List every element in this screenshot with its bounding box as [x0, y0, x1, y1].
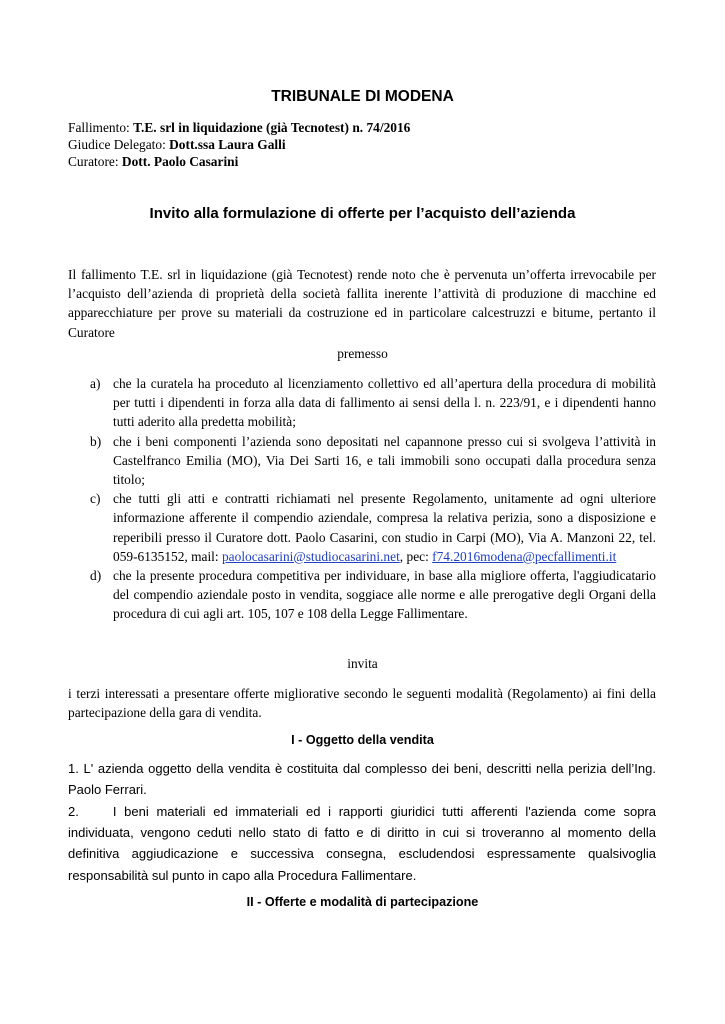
- pec-label: , pec:: [399, 548, 433, 564]
- list-item-text: che tutti gli atti e contratti richiamati nel presente Regolamento, unitamente ad ogni ulteriore informazione afferente il compendio aziendale, compresa la relativa perizia, sono a disposizione e reperibili presso il Curatore dott. Paolo Casarini, con studio in Carpi (MO), Via A. Manzoni 22, tel. 059-6135152, mail:: [113, 491, 656, 564]
- curator-line: [68, 153, 656, 170]
- list-item-text: che la presente procedura competitiva per individuare, in base alla migliore offerta, l'aggiudicatario del compendio aziendale posto in vendita, soggiace alle norme e alle prerogative degli Organi della procedura di cui agli art. 105, 107 e 108 della Legge Fallimentare.: [113, 568, 656, 622]
- premesso-label: premesso: [337, 346, 388, 361]
- section-1-paragraph-1: 1. L' azienda oggetto della vendita è costituita dal complesso dei beni, descritti nella perizia dell’Ing. Paolo Ferrari.: [68, 761, 656, 798]
- section-2-heading: II - Offerte e modalità di partecipazione: [246, 895, 479, 909]
- section-1-paragraph-2: [68, 801, 656, 886]
- judge-line: [68, 136, 656, 153]
- case-details: [68, 119, 656, 170]
- list-marker: d): [90, 568, 102, 584]
- list-item: [68, 489, 656, 566]
- bankruptcy-line: [68, 119, 656, 136]
- list-marker: c): [90, 491, 101, 507]
- list-item: [68, 566, 656, 624]
- list-marker: b): [90, 433, 102, 449]
- judge-value: Dott.ssa Laura Galli: [169, 137, 286, 152]
- section-1-heading: I - Oggetto della vendita: [291, 733, 434, 747]
- list-item-text: che la curatela ha proceduto al licenziamento collettivo ed all’apertura della procedura di mobilità per tutti i dipendenti in forza alla data di fallimento ai sensi della l. n. 223/91, e i dipendenti hanno tutti aderito alla predetta mobilità;: [113, 376, 656, 430]
- curator-label: Curatore:: [68, 154, 122, 169]
- list-marker: a): [90, 376, 101, 391]
- premises-list: [68, 374, 656, 624]
- bankruptcy-label: Fallimento:: [68, 120, 134, 135]
- intro-paragraph: Il fallimento T.E. srl in liquidazione (già Tecnotest) rende noto che è pervenuta un’offerta irrevocabile per l’acquisto dell’azienda di proprietà della società fallita inerente l’attività di produzione di macchine ed apparecchiature per prove su materiali da costruzione ed in particolare calcestruzzi e bitume, pertanto il Curatore: [68, 267, 656, 340]
- judge-label: Giudice Delegato:: [68, 137, 170, 152]
- pec-link[interactable]: f74.2016modena@pecfallimenti.it: [432, 548, 617, 564]
- paragraph-number: 2.: [68, 804, 79, 819]
- list-item: [68, 432, 656, 490]
- curator-value: Dott. Paolo Casarini: [121, 154, 239, 169]
- invita-label: invita: [347, 656, 378, 671]
- document-subtitle: Invito alla formulazione di offerte per l’acquisto dell’azienda: [149, 205, 576, 222]
- invite-paragraph: i terzi interessati a presentare offerte migliorative secondo le seguenti modalità (Regolamento) ai fini della partecipazione della gara di vendita.: [68, 686, 656, 721]
- bankruptcy-value: T.E. srl in liquidazione (già Tecnotest) n. 74/2016: [133, 120, 411, 135]
- email-link[interactable]: paolocasarini@studiocasarini.net: [221, 548, 400, 564]
- list-item-text: che i beni componenti l’azienda sono depositati nel capannone presso cui si svolgeva l’attività in Castelfranco Emilia (MO), Via Dei Sarti 16, e tali immobili sono occupati dalla procedura senza titolo;: [113, 433, 656, 488]
- court-title: TRIBUNALE DI MODENA: [271, 88, 454, 105]
- list-item: [68, 374, 656, 432]
- paragraph-text: I beni materiali ed immateriali ed i rapporti giuridici tutti afferenti l'azienda come sopra individuata, vengono ceduti nello stato di fatto e di diritto in cui si troveranno al momento della definitiva aggiudicazione e successiva consegna, escludendosi espressamente qualsivoglia responsabilità sul punto in capo alla Procedura Fallimentare.: [68, 804, 656, 883]
